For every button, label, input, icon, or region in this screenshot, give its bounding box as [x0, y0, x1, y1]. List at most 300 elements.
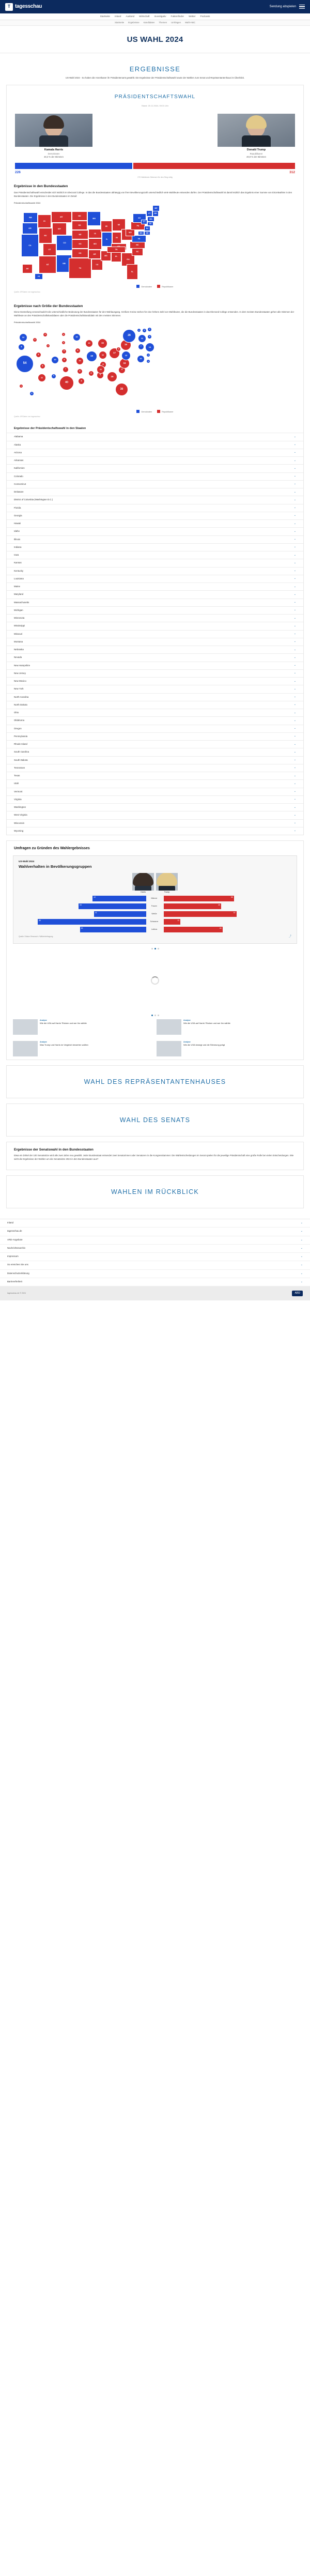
map-state-SD[interactable]: SD	[72, 221, 87, 230]
bubble-state-MS[interactable]: 6	[88, 371, 94, 376]
map-state-KS[interactable]: KS	[72, 239, 88, 249]
map-state-OK[interactable]: OK	[72, 249, 88, 258]
subnav-item-3[interactable]: Themen	[159, 21, 167, 24]
map-state-VT[interactable]: VT	[146, 210, 152, 217]
state-row-39[interactable]	[7, 740, 303, 748]
state-label-24: Mississippi	[14, 624, 25, 627]
spinner-icon	[151, 976, 159, 985]
candidate-trump[interactable]	[218, 114, 295, 159]
poll-head-harris	[132, 873, 154, 894]
state-row-32[interactable]	[7, 685, 303, 693]
teaser-3-thumbnail	[157, 1041, 181, 1056]
teaser-1-thumbnail	[157, 1019, 181, 1035]
candidate-harris-party: Demokraten	[48, 152, 60, 155]
map-state-GA[interactable]: GA	[121, 253, 135, 266]
state-label-37: Oregon	[14, 727, 22, 730]
brand-mark-icon: T	[5, 3, 13, 11]
footer-link-6-label: Datenschutzerklärung	[7, 1271, 29, 1275]
candidate-trump-party: Republikaner	[250, 152, 263, 155]
sub-nav	[0, 20, 310, 26]
nav-item-2[interactable]: Ausland	[126, 14, 135, 18]
bubble-state-NY[interactable]: 28	[122, 329, 136, 343]
footer-link-6[interactable]	[0, 1270, 310, 1278]
bubble-state-NJ[interactable]: 14	[145, 343, 154, 352]
bubble-state-MD[interactable]: 10	[137, 355, 145, 363]
state-row-43[interactable]	[7, 772, 303, 779]
state-label-22: Michigan	[14, 608, 23, 611]
map-state-MI[interactable]: MI	[112, 219, 126, 231]
map-state-DE[interactable]: DE	[144, 231, 150, 235]
bubble-legend-dem: Demokraten	[136, 410, 152, 414]
state-label-25: Missouri	[14, 632, 23, 635]
hero-intro-text: US-Wahl 2024 - So haben die Amerikaner ihr Präsidentenamt gewählt. Die Ergebnisse der Präsidentschaftswahl sowie der Wahlen zum Senat und Repräsentantenhaus im Überblick.	[65, 76, 245, 79]
map-state-CA[interactable]: CA	[21, 234, 39, 257]
subnav-item-4[interactable]: Umfragen	[171, 21, 181, 24]
play-broadcast-label[interactable]: Sendung abspielen	[269, 5, 296, 8]
bubble-chart-label: Präsidentschaftswahl 2024	[14, 320, 41, 324]
bubble-state-FL[interactable]: 30	[115, 383, 128, 396]
bubble-block-text: Diese Darstellung veranschaulicht die unterschiedliche Bedeutung der Bundesstaaten für den Wahlausgang. Größere Kreise stehen für eine höhere Zahl von Wahlleuten, die die Bundesstaaten in das Electoral College entsenden. In dem meisten Bundesstaaten gehen alle Stimmen der Wahlleute an den Präsidentschaftskandidaten oder die Präsidentschaftskandidatin mit den meisten Stimmen.	[14, 311, 295, 317]
map-state-WA[interactable]: WA	[23, 212, 38, 223]
poll-row-3-dem-value: 85	[39, 919, 41, 922]
share-icon[interactable]: ⤴	[288, 935, 291, 939]
chevron-down-icon: ⌄	[293, 577, 296, 580]
state-row-37[interactable]	[7, 725, 303, 732]
bubble-state-OK[interactable]: 7	[63, 366, 69, 373]
state-row-9[interactable]	[7, 504, 303, 512]
map-state-WI[interactable]: WI	[101, 221, 112, 232]
poll-row-1-rep-value: 45	[218, 904, 221, 907]
bubble-state-MO[interactable]: 10	[76, 357, 84, 365]
teaser-3[interactable]	[157, 1041, 297, 1056]
brand-logo[interactable]	[5, 3, 42, 11]
chevron-down-icon: ⌄	[293, 592, 296, 596]
bubble-state-NC[interactable]: 16	[119, 358, 130, 369]
map-state-MS[interactable]: MS	[101, 251, 111, 261]
hamburger-icon[interactable]	[299, 5, 305, 9]
chevron-down-icon: ⌄	[293, 664, 296, 667]
map-state-AR[interactable]: AR	[88, 250, 101, 259]
map-state-IN[interactable]: IN	[112, 232, 121, 243]
bubble-state-VT[interactable]: 3	[137, 328, 141, 332]
bubble-state-WA[interactable]: 12	[19, 333, 27, 342]
subnav-item-5[interactable]: Wahl-ABC	[185, 21, 195, 24]
state-row-12[interactable]	[7, 527, 303, 535]
state-label-6: Connecticut	[14, 482, 26, 485]
chevron-down-icon: ⌄	[293, 655, 296, 659]
bubble-state-CO[interactable]: 10	[51, 356, 59, 364]
footer-link-5-label: So erreichen Sie uns	[7, 1263, 28, 1266]
state-row-40[interactable]	[7, 748, 303, 756]
top-bar-actions	[270, 5, 305, 9]
chevron-down-icon: ⌄	[300, 1271, 303, 1275]
footer-link-0[interactable]	[0, 1219, 310, 1228]
nav-item-1[interactable]: Inland	[114, 14, 121, 18]
bubble-state-CT[interactable]: 7	[138, 344, 144, 350]
bubble-state-MN[interactable]: 10	[73, 333, 81, 341]
nav-item-4[interactable]: Investigativ	[154, 14, 166, 18]
bubble-state-PA[interactable]: 19	[120, 340, 131, 350]
states-list-heading: Ergebnisse der Präsidentschaftswahl in den Staaten	[14, 427, 86, 431]
bubble-state-IA[interactable]: 6	[75, 348, 81, 354]
bubble-state-CA[interactable]: 54	[16, 355, 34, 373]
ev-bar-dem	[15, 163, 132, 169]
state-row-24[interactable]	[7, 622, 303, 630]
state-row-48[interactable]	[7, 811, 303, 819]
map-state-NJ[interactable]: NJ	[144, 226, 150, 231]
state-row-4[interactable]	[7, 464, 303, 472]
map-state-RI[interactable]: RI	[147, 222, 153, 226]
state-row-41[interactable]	[7, 756, 303, 764]
map-block	[7, 179, 303, 298]
state-label-12: Idaho	[14, 530, 20, 533]
map-state-AL[interactable]: AL	[111, 251, 121, 262]
map-state-AK[interactable]: AK	[22, 264, 33, 273]
teaser-0-kicker: Analyse	[40, 1019, 47, 1021]
map-state-LA[interactable]: LA	[91, 259, 103, 270]
bubble-state-AL[interactable]: 9	[97, 372, 104, 379]
candidate-trump-name: Donald Trump	[246, 148, 266, 151]
state-row-0[interactable]	[7, 433, 303, 440]
carousel-dot-1[interactable]	[154, 948, 156, 949]
bubble-legend	[14, 410, 296, 414]
chevron-down-icon: ⌄	[293, 703, 296, 707]
bubble-state-AK[interactable]: 3	[19, 384, 23, 388]
state-row-49[interactable]	[7, 819, 303, 827]
state-row-19[interactable]	[7, 582, 303, 590]
bubble-state-AR[interactable]: 6	[77, 369, 83, 374]
bubble-state-IN[interactable]: 11	[99, 351, 107, 359]
footer-link-5[interactable]	[0, 1261, 310, 1269]
map-state-CT[interactable]: CT	[141, 220, 147, 224]
state-row-45[interactable]	[7, 788, 303, 795]
map-state-MT[interactable]: MT	[51, 211, 72, 223]
poll-source: Quelle: Edison Research / Wählerbefragung	[19, 936, 53, 938]
state-row-11[interactable]	[7, 519, 303, 527]
state-row-42[interactable]	[7, 764, 303, 772]
subnav-item-0[interactable]: Startseite	[115, 21, 125, 24]
bubble-state-SC[interactable]: 9	[118, 366, 126, 374]
poll-row-2	[19, 911, 291, 917]
subnav-item-2[interactable]: Kandidaten	[143, 21, 155, 24]
map-state-MD[interactable]: MD	[138, 231, 144, 235]
state-row-27[interactable]	[7, 646, 303, 653]
bubble-state-DE[interactable]: 3	[146, 353, 150, 357]
chevron-down-icon: ⌄	[293, 458, 296, 462]
electoral-vote-numbers	[15, 170, 295, 175]
loading-placeholder	[7, 949, 303, 1011]
candidate-trump-photo	[218, 114, 295, 147]
map-state-MN[interactable]: MN	[87, 211, 101, 226]
chevron-down-icon: ⌄	[300, 1246, 303, 1250]
footer-link-4[interactable]	[0, 1253, 310, 1261]
chevron-down-icon: ⌄	[293, 435, 296, 438]
state-label-11: Hawaii	[14, 522, 21, 525]
state-label-38: Pennsylvania	[14, 734, 28, 738]
chevron-down-icon: ⌄	[293, 695, 296, 699]
candidate-harris-photo	[15, 114, 92, 147]
bubble-state-NH[interactable]: 4	[142, 328, 147, 333]
map-state-AZ[interactable]: AZ	[39, 256, 56, 273]
chevron-down-icon: ⌄	[293, 821, 296, 825]
state-label-2: Arizona	[14, 451, 22, 454]
map-state-VA[interactable]: VA	[132, 235, 146, 242]
chevron-down-icon: ⌄	[293, 616, 296, 620]
map-state-NM[interactable]: NM	[56, 255, 72, 272]
state-row-13[interactable]	[7, 535, 303, 543]
state-row-38[interactable]	[7, 732, 303, 740]
us-results-map[interactable]	[14, 206, 296, 284]
map-state-IA[interactable]: IA	[88, 229, 102, 238]
state-row-18[interactable]	[7, 575, 303, 582]
state-row-22[interactable]	[7, 606, 303, 614]
subnav-item-1[interactable]: Ergebnisse	[128, 21, 140, 24]
bubble-state-NE[interactable]: 5	[61, 349, 67, 354]
carousel2-dot-2[interactable]	[158, 1015, 159, 1016]
map-state-FL[interactable]: FL	[127, 264, 138, 280]
map-state-TN[interactable]: TN	[107, 247, 126, 253]
state-label-50: Wyoming	[14, 829, 24, 832]
poll-row-4-dem-value: 52	[81, 927, 83, 930]
poll-head-trump-name: Trump	[164, 891, 170, 893]
bubble-state-AZ[interactable]: 11	[38, 374, 46, 382]
state-label-21: Massachusetts	[14, 601, 29, 604]
map-block-title: Ergebnisse in den Bundesstaaten	[14, 185, 68, 189]
state-label-16: Kansas	[14, 561, 22, 564]
state-row-36[interactable]	[7, 716, 303, 724]
bubble-state-MT[interactable]: 4	[43, 332, 48, 337]
state-row-3[interactable]	[7, 456, 303, 464]
bubble-state-GA[interactable]: 16	[107, 372, 117, 382]
state-row-33[interactable]	[7, 693, 303, 701]
carousel-dot-2[interactable]	[158, 948, 159, 949]
state-row-15[interactable]	[7, 551, 303, 559]
poll-row-4-rep-value: 46	[219, 927, 222, 930]
map-state-TX[interactable]: TX	[69, 258, 91, 279]
chevron-down-icon: ⌄	[293, 601, 296, 604]
map-state-NE[interactable]: NE	[72, 230, 88, 239]
bubble-state-SD[interactable]: 3	[61, 341, 66, 345]
map-state-ND[interactable]: ND	[72, 211, 87, 221]
us-bubble-map[interactable]	[14, 326, 296, 409]
map-state-OR[interactable]: OR	[22, 223, 38, 234]
bubble-state-VA[interactable]: 13	[121, 351, 131, 360]
carousel2-dot-0[interactable]	[151, 1015, 153, 1016]
poll-section-title: Umfragen zu Gründen des Wahlergebnisses	[14, 847, 90, 851]
state-label-44: Utah	[14, 782, 19, 785]
nav-item-7[interactable]: Podcasts	[200, 14, 210, 18]
bubble-state-WV[interactable]: 4	[116, 347, 121, 351]
footer-link-3-label: Nachrichtenarchiv	[7, 1246, 26, 1249]
poll-row-0-dem-value: 42	[94, 896, 96, 899]
map-state-NV[interactable]: NV	[39, 228, 52, 243]
map-state-PA[interactable]: PA	[131, 222, 145, 230]
nav-item-5[interactable]: Faktenfinder	[171, 14, 184, 18]
teaser-1[interactable]	[157, 1019, 297, 1035]
state-label-28: Nevada	[14, 656, 22, 659]
state-label-3: Arkansas	[14, 459, 24, 462]
bubble-state-NV[interactable]: 6	[36, 352, 41, 358]
chevron-down-icon: ⌄	[293, 529, 296, 533]
bubble-state-WI[interactable]: 10	[85, 340, 93, 347]
state-row-28[interactable]	[7, 653, 303, 661]
poll-widget[interactable]	[13, 855, 297, 943]
state-row-14[interactable]	[7, 543, 303, 551]
state-row-5[interactable]	[7, 472, 303, 480]
chevron-down-icon: ⌄	[293, 632, 296, 636]
state-row-16[interactable]	[7, 559, 303, 566]
state-row-35[interactable]	[7, 709, 303, 716]
poll-title: Wahlverhalten in Bevölkerungsgruppen	[19, 864, 92, 869]
main-nav	[0, 13, 310, 20]
bubble-state-TX[interactable]: 40	[59, 376, 74, 390]
nav-item-6[interactable]: Wetter	[189, 14, 196, 18]
candidate-harris-name: Kamala Harris	[44, 148, 64, 151]
bubble-state-ME[interactable]: 4	[147, 327, 152, 332]
chevron-down-icon: ⌄	[300, 1263, 303, 1267]
house-band	[6, 1065, 304, 1098]
map-state-WV[interactable]: WV	[126, 229, 135, 236]
bubble-state-HI[interactable]: 4	[29, 391, 34, 396]
chevron-down-icon: ⌄	[300, 1230, 303, 1233]
map-state-ME[interactable]: ME	[152, 205, 160, 211]
map-state-HI[interactable]: HI	[35, 273, 43, 280]
footer-link-7[interactable]	[0, 1278, 310, 1286]
carousel-dot-0[interactable]	[151, 948, 153, 949]
state-label-26: Montana	[14, 640, 23, 643]
teaser-3-kicker: Analyse	[183, 1040, 191, 1043]
footer-link-2[interactable]	[0, 1236, 310, 1245]
senate-block-title: Ergebnisse der Senatswahl in den Bundesstaaten	[14, 1147, 94, 1152]
state-row-50[interactable]	[7, 827, 303, 835]
nav-item-3[interactable]: Wirtschaft	[139, 14, 150, 18]
bubble-state-LA[interactable]: 8	[78, 378, 85, 385]
state-row-47[interactable]	[7, 803, 303, 811]
chevron-down-icon: ⌄	[293, 482, 296, 486]
map-state-NC[interactable]: NC	[130, 241, 145, 249]
state-row-25[interactable]	[7, 630, 303, 638]
candidate-harris-votes: 48,3 % der Stimmen	[44, 155, 64, 158]
bubble-state-OR[interactable]: 8	[18, 344, 25, 350]
state-row-21[interactable]	[7, 599, 303, 606]
state-row-1[interactable]	[7, 441, 303, 449]
chevron-down-icon: ⌄	[293, 608, 296, 612]
teaser-2[interactable]	[13, 1041, 153, 1056]
map-state-MO[interactable]: MO	[88, 238, 102, 250]
bubble-state-IL[interactable]: 19	[86, 351, 97, 362]
footer-link-3[interactable]	[0, 1245, 310, 1253]
state-row-34[interactable]	[7, 701, 303, 709]
chevron-down-icon: ⌄	[293, 813, 296, 817]
chevron-down-icon: ⌄	[293, 718, 296, 722]
map-state-SC[interactable]: SC	[132, 248, 143, 256]
state-row-20[interactable]	[7, 590, 303, 598]
chevron-down-icon: ⌄	[293, 766, 296, 770]
retrospective-band	[6, 1175, 304, 1208]
state-label-43: Texas	[14, 774, 20, 777]
bubble-state-DC[interactable]: 3	[146, 359, 150, 363]
map-state-WY[interactable]: WY	[52, 223, 67, 235]
state-row-7[interactable]	[7, 488, 303, 496]
presidential-timestamp: Stand: 20.11.2024, 09:31 Uhr	[141, 104, 169, 107]
map-legend	[14, 285, 296, 289]
state-row-2[interactable]	[7, 449, 303, 456]
state-row-6[interactable]	[7, 480, 303, 488]
chevron-down-icon: ⌄	[300, 1238, 303, 1241]
map-state-NY[interactable]: NY	[133, 213, 146, 223]
bubble-state-ND[interactable]: 3	[61, 332, 66, 336]
senate-band	[6, 1103, 304, 1137]
poll-footer	[19, 935, 291, 939]
candidate-row	[7, 112, 303, 159]
state-row-8[interactable]	[7, 496, 303, 503]
map-state-MA[interactable]: MA	[147, 217, 154, 222]
top-bar	[0, 0, 310, 13]
chevron-down-icon: ⌄	[293, 545, 296, 549]
bubble-state-NM[interactable]: 5	[51, 374, 56, 379]
chevron-down-icon: ⌄	[293, 687, 296, 691]
teaser-0[interactable]	[13, 1019, 153, 1035]
bubble-state-UT[interactable]: 6	[40, 363, 45, 369]
state-row-30[interactable]	[7, 669, 303, 677]
state-label-17: Kentucky	[14, 569, 24, 572]
bubble-state-OH[interactable]: 17	[109, 348, 120, 359]
bubble-state-MA[interactable]: 11	[138, 334, 146, 343]
state-label-31: New Mexico	[14, 680, 26, 683]
bubble-state-WY[interactable]: 3	[46, 344, 50, 348]
map-state-IL[interactable]: IL	[102, 232, 112, 247]
state-row-23[interactable]	[7, 614, 303, 622]
chevron-down-icon: ⌄	[293, 553, 296, 557]
bubble-state-MI[interactable]: 15	[98, 339, 107, 348]
ev-count-dem: 226	[15, 170, 21, 174]
state-row-29[interactable]	[7, 662, 303, 669]
state-row-10[interactable]	[7, 512, 303, 519]
footer-link-1[interactable]	[0, 1228, 310, 1236]
bubble-state-ID[interactable]: 4	[33, 338, 37, 342]
teaser-0-thumbnail	[13, 1019, 38, 1035]
carousel2-dot-1[interactable]	[154, 1015, 156, 1016]
bubble-state-TN[interactable]: 11	[97, 365, 105, 374]
teaser-2-kicker: Analyse	[40, 1040, 47, 1043]
chevron-down-icon: ⌄	[293, 451, 296, 454]
state-row-31[interactable]	[7, 677, 303, 685]
ev-count-rep: 312	[289, 170, 295, 174]
map-state-NH[interactable]: NH	[152, 210, 159, 217]
bubble-state-RI[interactable]: 4	[147, 334, 152, 339]
nav-item-0[interactable]: Startseite	[100, 14, 110, 18]
teaser-1-kicker: Analyse	[183, 1019, 191, 1021]
map-state-CO[interactable]: CO	[56, 235, 73, 251]
state-row-46[interactable]	[7, 795, 303, 803]
chevron-down-icon: ⌄	[293, 538, 296, 541]
teaser-2-text: Was Trump und Harris im Vergleich bewerten wollten	[40, 1043, 88, 1046]
state-row-26[interactable]	[7, 638, 303, 646]
chevron-down-icon: ⌄	[293, 569, 296, 573]
bubble-state-KY[interactable]: 8	[100, 361, 106, 368]
map-state-ID[interactable]: ID	[38, 214, 51, 228]
state-row-17[interactable]	[7, 567, 303, 575]
candidate-harris[interactable]	[15, 114, 92, 159]
chevron-down-icon: ⌄	[293, 790, 296, 793]
bubble-state-KS[interactable]: 6	[61, 357, 67, 363]
footer-link-1-label: tagesschau.de	[7, 1230, 22, 1233]
map-state-UT[interactable]: UT	[43, 243, 56, 256]
electoral-vote-bar	[15, 163, 295, 169]
teaser-row-2	[7, 1038, 303, 1060]
bubble-legend-rep: Republikaner	[157, 410, 173, 414]
state-row-44[interactable]	[7, 779, 303, 787]
